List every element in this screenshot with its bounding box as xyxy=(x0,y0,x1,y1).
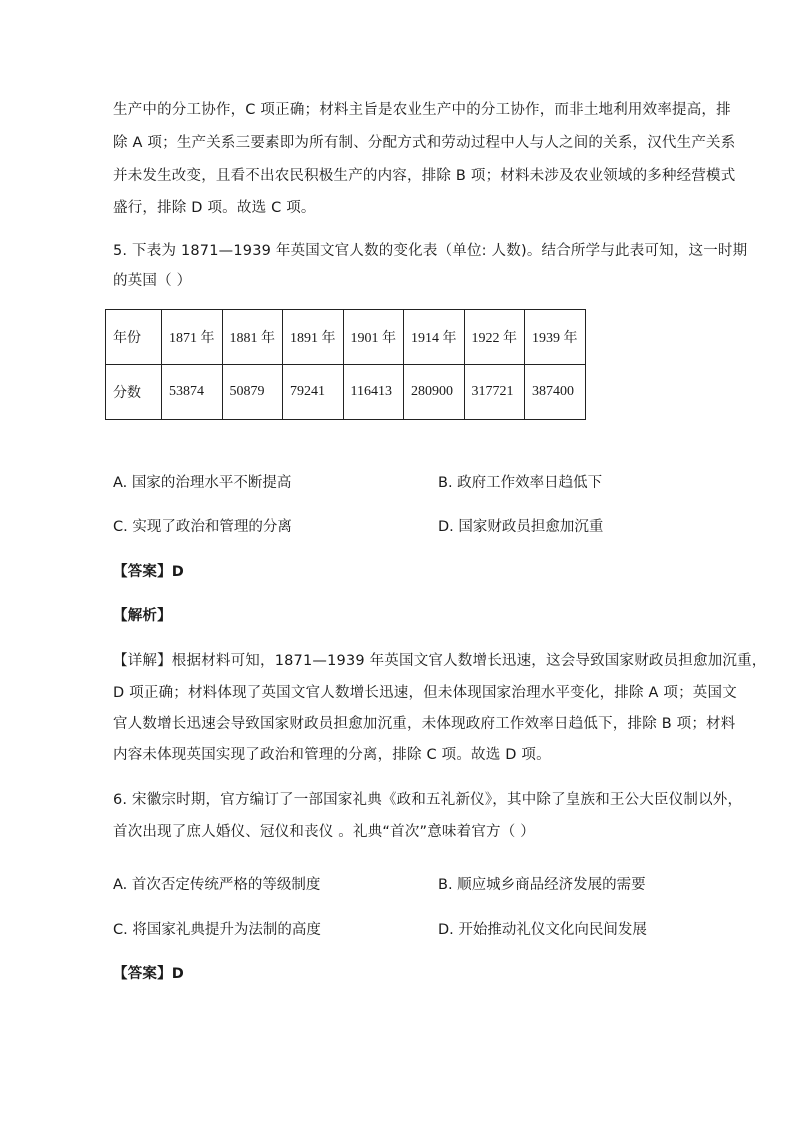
intro-line: 除 A 项；生产关系三要素即为所有制、分配方式和劳动过程中人与人之间的关系，汉代生产关系 xyxy=(113,135,736,151)
q5-option-b: B. 政府工作效率日趋低下 xyxy=(438,475,603,491)
table-cell: 1891 年 xyxy=(283,310,344,365)
table-cell: 116413 xyxy=(343,365,404,420)
row-header-year: 年份 xyxy=(106,310,162,365)
q5-detail-line: 官人数增长迅速会导致国家财政员担愈加沉重，未体现政府工作效率日趋低下，排除 B 项；材料 xyxy=(113,716,736,732)
intro-line: 盛行，排除 D 项。故选 C 项。 xyxy=(113,200,316,216)
q5-option-d: D. 国家财政员担愈加沉重 xyxy=(438,519,604,535)
table-cell: 1914 年 xyxy=(404,310,465,365)
q6-stem-line: 6. 宋徽宗时期，官方编订了一部国家礼典《政和五礼新仪》，其中除了皇族和王公大臣仪制以外， xyxy=(113,792,743,808)
q6-option-d: D. 开始推动礼仪文化向民间发展 xyxy=(438,922,647,938)
q5-option-a: A. 国家的治理水平不断提高 xyxy=(113,475,292,491)
q5-detail-line: D 项正确；材料体现了英国文官人数增长迅速，但未体现国家治理水平变化，排除 A 项；英国文 xyxy=(113,685,737,701)
table-cell: 280900 xyxy=(404,365,465,420)
intro-line: 并未发生改变，且看不出农民积极生产的内容，排除 B 项；材料未涉及农业领域的多种经营模式 xyxy=(113,168,736,184)
table-cell: 79241 xyxy=(283,365,344,420)
table-cell: 387400 xyxy=(525,365,586,420)
table-cell: 1871 年 xyxy=(162,310,223,365)
table-cell: 1922 年 xyxy=(464,310,525,365)
table-cell: 1881 年 xyxy=(222,310,283,365)
table-row xyxy=(106,310,586,365)
q5-stem-line: 的英国（ ） xyxy=(113,273,192,289)
q6-option-c: C. 将国家礼典提升为法制的高度 xyxy=(113,922,321,938)
q5-detail-line: 内容未体现英国实现了政治和管理的分离，排除 C 项。故选 D 项。 xyxy=(113,747,551,763)
table-row xyxy=(106,365,586,420)
q5-analysis-heading: 【解析】 xyxy=(113,608,172,624)
intro-line: 生产中的分工协作，C 项正确；材料主旨是农业生产中的分工协作，而非土地利用效率提高，排 xyxy=(113,102,731,118)
table-cell: 50879 xyxy=(222,365,283,420)
q5-option-c: C. 实现了政治和管理的分离 xyxy=(113,519,292,535)
q6-option-b: B. 顺应城乡商品经济发展的需要 xyxy=(438,877,646,893)
q5-answer: 【答案】D xyxy=(113,564,185,580)
table-cell: 53874 xyxy=(162,365,223,420)
table-cell: 1939 年 xyxy=(525,310,586,365)
q6-answer: 【答案】D xyxy=(113,966,185,982)
q5-stem-line: 5. 下表为 1871—1939 年英国文官人数的变化表（单位: 人数)。结合所学与此表可知，这一时期 xyxy=(113,243,748,259)
civil-servant-table xyxy=(105,309,586,420)
q6-stem-line: 首次出现了庶人婚仪、冠仪和丧仪 。礼典“首次”意味着官方（ ） xyxy=(113,824,535,840)
table-cell: 1901 年 xyxy=(343,310,404,365)
row-header-count: 分数 xyxy=(106,365,162,420)
q6-option-a: A. 首次否定传统严格的等级制度 xyxy=(113,877,321,893)
q5-detail-line: 【详解】根据材料可知，1871—1939 年英国文官人数增长迅速，这会导致国家财政员担愈加沉重， xyxy=(113,653,767,669)
table-cell: 317721 xyxy=(464,365,525,420)
